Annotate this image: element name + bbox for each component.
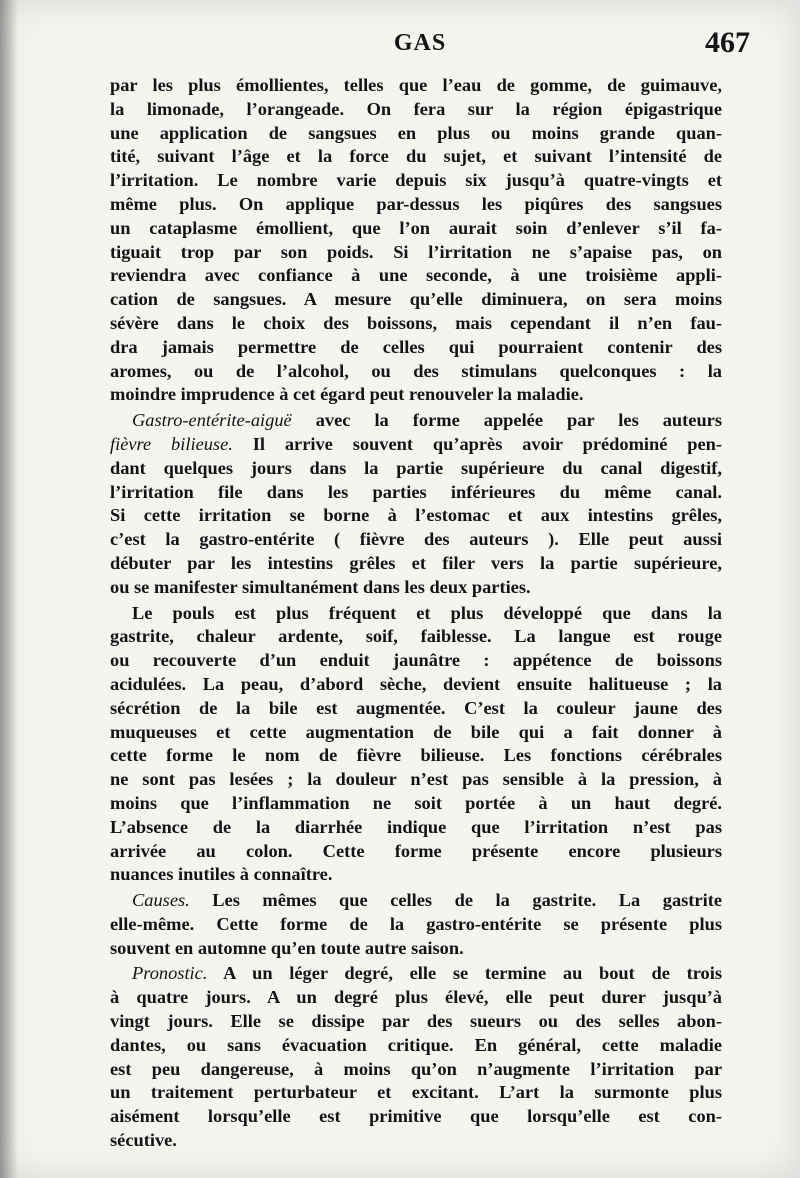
text-line: gastrite, chaleur ardente, soif, faiblesse. La langue est rouge [110, 626, 722, 647]
page-number: 467 [705, 26, 750, 59]
page-header [110, 26, 750, 66]
text-line: l’irritation file dans les parties inférieures du même canal. [110, 481, 722, 502]
text-line: souvent en automne qu’en toute autre saison. [110, 937, 464, 958]
paragraph [110, 962, 722, 1152]
text-line: muqueuses et cette augmentation de bile qui a fait donner à [110, 721, 722, 742]
text-line: un cataplasme émollient, que l’on aurait soin d’enlever s’il fa- [110, 217, 722, 238]
text-line: sévère dans le choix des boissons, mais cependant il n’en fau- [110, 312, 722, 333]
page-edge-shadow [0, 0, 18, 1178]
text-line: dantes, ou sans évacuation critique. En général, cette maladie [110, 1034, 722, 1055]
text-line: elle-même. Cette forme de la gastro-entérite se présente plus [110, 913, 722, 934]
paragraph [110, 409, 722, 599]
text-line: débuter par les intestins grêles et filer vers la partie supérieure, [110, 552, 722, 573]
text-line [110, 433, 722, 457]
text-line: même plus. On applique par-dessus les piqûres des sangsues [110, 193, 722, 214]
text-line: une application de sangsues en plus ou moins grande quan- [110, 122, 722, 143]
paragraph [110, 602, 722, 888]
text-line: Si cette irritation se borne à l’estomac et aux intestins grêles, [110, 505, 722, 526]
text-line: sécrétion de la bile est augmentée. C’est la couleur jaune des [110, 697, 722, 718]
text-line: l’irritation. Le nombre varie depuis six jusqu’à quatre-vingts et [110, 170, 722, 191]
text-line: acidulées. La peau, d’abord sèche, devient ensuite halitueuse ; la [110, 673, 722, 694]
text-line: L’absence de la diarrhée indique que l’irritation n’est pas [110, 816, 722, 837]
text-line: cette forme le nom de fièvre bilieuse. Les fonctions cérébrales [110, 745, 722, 766]
text-run: avec la forme appelée par les auteurs [291, 410, 722, 431]
text-line: reviendra avec confiance à une seconde, à une troisième appli- [110, 265, 722, 286]
text-line [110, 889, 722, 913]
running-head: GAS [393, 30, 447, 56]
text-run: A un léger degré, elle se termine au bout de trois [207, 963, 722, 984]
text-line: ne sont pas lesées ; la douleur n’est pas sensible à la pression, à [110, 769, 722, 790]
text-line: c’est la gastro-entérite ( fièvre des auteurs ). Elle peut aussi [110, 529, 722, 550]
italic-term: fièvre bilieuse. [110, 433, 233, 454]
paragraph [110, 74, 722, 407]
text-line: cation de sangsues. A mesure qu’elle diminuera, on sera moins [110, 289, 722, 310]
text-line: ou recouverte d’un enduit jaunâtre : appétence de boissons [110, 650, 722, 671]
text-line: est peu dangereuse, à moins qu’on n’augmente l’irritation par [110, 1058, 722, 1079]
text-line: par les plus émollientes, telles que l’eau de gomme, de guimauve, [110, 75, 722, 95]
text-line: moindre imprudence à cet égard peut renouveler la maladie. [110, 384, 584, 405]
italic-heading: Causes. [132, 890, 190, 911]
text-line: dant quelques jours dans la partie supérieure du canal digestif, [110, 457, 722, 478]
text-run: Les mêmes que celles de la gastrite. La gastrite [189, 890, 722, 911]
text-line: moins que l’inflammation ne soit portée à un haut degré. [110, 792, 722, 813]
text-line: Le pouls est plus fréquent et plus développé que dans la [132, 602, 722, 623]
italic-heading: Gastro-entérite-aiguë [132, 410, 292, 431]
text-line: aromes, ou de l’alcohol, ou des stimulans quelconques : la [110, 360, 722, 381]
text-line: arrivée au colon. Cette forme présente encore plusieurs [110, 840, 722, 861]
text-line: la limonade, l’orangeade. On fera sur la région épigastrique [110, 98, 722, 119]
text-line: aisément lorsqu’elle est primitive que lorsqu’elle est con- [110, 1106, 722, 1127]
text-line: tité, suivant l’âge et la force du sujet, et suivant l’intensité de [110, 146, 722, 167]
text-line: ou se manifester simultanément dans les deux parties. [110, 576, 531, 597]
text-line [110, 409, 722, 433]
text-line: sécutive. [110, 1130, 177, 1151]
text-line: à quatre jours. A un degré plus élevé, elle peut durer jusqu’à [110, 987, 722, 1008]
italic-heading: Pronostic. [132, 963, 208, 984]
paragraph [110, 889, 722, 960]
text-line: nuances inutiles à connaître. [110, 864, 333, 885]
text-line [110, 962, 722, 986]
text-line: un traitement perturbateur et excitant. L’art la surmonte plus [110, 1082, 722, 1103]
body-text [110, 74, 722, 1153]
text-line: dra jamais permettre de celles qui pourraient contenir des [110, 336, 722, 357]
text-line: vingt jours. Elle se dissipe par des sueurs ou des selles abon- [110, 1011, 722, 1032]
text-line: tiguait trop par son poids. Si l’irritation ne s’apaise pas, on [110, 241, 722, 262]
text-run: Il arrive souvent qu’après avoir prédominé pen- [232, 433, 723, 454]
